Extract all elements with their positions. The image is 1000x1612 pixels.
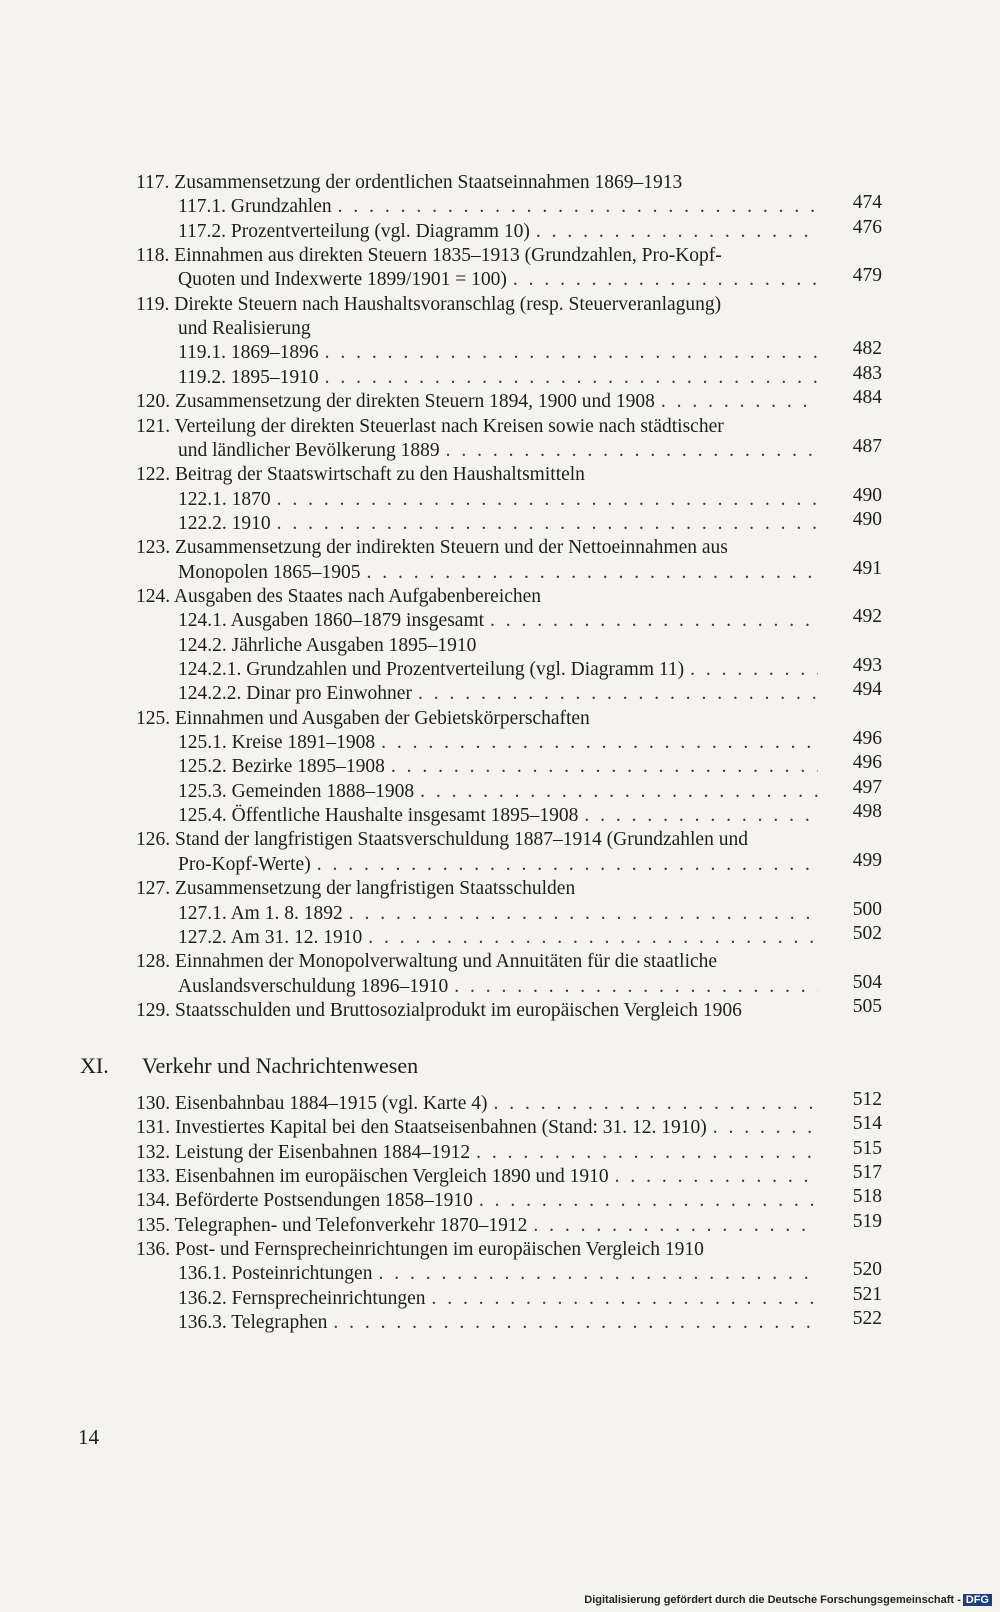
toc-line <box>136 535 828 560</box>
leader-dots <box>368 925 818 950</box>
toc-number: 123. <box>136 537 171 559</box>
toc-title: Am 1. 8. 1892 <box>230 902 343 924</box>
toc-entry[interactable] <box>136 1091 828 1115</box>
toc-entry[interactable] <box>178 779 828 803</box>
toc-title: und ländlicher Bevölkerung 1889 <box>178 439 440 461</box>
leader-dots <box>513 267 818 292</box>
toc-title: Jährliche Ausgaben 1895–1910 <box>231 634 477 656</box>
toc-line <box>136 706 828 731</box>
toc-title: Verteilung der direkten Steuerlast nach Kreisen sowie nach städtischer <box>174 415 724 437</box>
toc-title: Monopolen 1865–1905 <box>178 561 361 583</box>
toc-page-number: 491 <box>852 557 882 579</box>
toc-number: 117.1. <box>178 196 227 218</box>
toc-entry[interactable] <box>136 170 828 194</box>
toc-page-number: 483 <box>852 362 882 384</box>
toc-page-number: 520 <box>852 1259 882 1281</box>
toc-entry[interactable] <box>136 292 828 341</box>
toc-number: 125.3. <box>178 780 227 802</box>
toc-entry[interactable] <box>178 1286 828 1310</box>
toc-number: 122.1. <box>178 488 227 510</box>
toc-number: 135. <box>136 1214 171 1236</box>
toc-entry[interactable] <box>178 901 828 925</box>
toc-line <box>178 608 828 633</box>
toc-page-number: 517 <box>852 1162 882 1184</box>
toc-entry[interactable] <box>136 706 828 730</box>
toc-number: 124.2.1. <box>178 659 242 680</box>
leader-dots <box>454 974 818 999</box>
toc-page-number: 482 <box>852 338 882 360</box>
toc-title: Einnahmen der Monopolverwaltung und Annuitäten für die staatliche <box>175 951 718 973</box>
toc-title: Leistung der Eisenbahnen 1884–1912 <box>175 1141 471 1163</box>
toc-entry[interactable] <box>136 462 828 486</box>
toc-page-number: 487 <box>852 435 882 457</box>
toc-number: 117.2. <box>178 220 227 242</box>
toc-entry[interactable] <box>178 681 828 705</box>
toc-line <box>136 243 828 268</box>
toc-line <box>136 1188 828 1213</box>
toc-line <box>178 487 828 512</box>
toc-entry[interactable] <box>136 1140 828 1164</box>
toc-title: Öffentliche Haushalte insgesamt 1895–1908 <box>231 805 579 827</box>
toc-line <box>178 438 828 463</box>
toc-title: Grundzahlen und Prozentverteilung (vgl. Diagramm 11) <box>246 659 685 680</box>
toc-line <box>136 1140 828 1165</box>
leader-dots <box>325 340 818 365</box>
toc-line <box>136 462 828 487</box>
toc-title: Post- und Fernsprecheinrichtungen im europäischen Vergleich 1910 <box>175 1239 704 1261</box>
toc-entry[interactable] <box>136 827 828 876</box>
toc-number: 125.4. <box>178 805 227 827</box>
leader-dots <box>615 1164 818 1189</box>
toc-number: 124. <box>136 585 171 607</box>
toc-page-number: 484 <box>852 387 882 409</box>
toc-title: 1870 <box>231 488 271 510</box>
toc-entry[interactable] <box>178 194 828 218</box>
toc-line <box>178 779 828 804</box>
toc-entry[interactable] <box>136 876 828 900</box>
toc-number: 121. <box>136 415 171 437</box>
toc-line <box>178 365 828 390</box>
toc-title: Eisenbahnen im europäischen Vergleich 1890 und 1910 <box>175 1166 609 1188</box>
page-number: 14 <box>78 1425 99 1449</box>
leader-dots <box>367 560 818 585</box>
toc-entry[interactable] <box>136 389 828 413</box>
toc-page-number: 500 <box>852 898 882 920</box>
leader-dots <box>378 1261 818 1286</box>
toc-page-number: 490 <box>852 484 882 506</box>
toc-line <box>136 949 828 974</box>
toc-page-number: 474 <box>852 192 882 214</box>
toc-title: Auslandsverschuldung 1896–1910 <box>178 975 449 997</box>
toc-line <box>178 681 828 706</box>
toc-title: Zusammensetzung der indirekten Steuern und der Nettoeinnahmen aus <box>175 537 728 559</box>
toc-line <box>178 657 828 682</box>
toc-entry[interactable] <box>178 657 828 681</box>
toc-entry[interactable] <box>136 414 828 463</box>
toc-title: Zusammensetzung der langfristigen Staatsschulden <box>175 878 576 900</box>
leader-dots <box>277 487 818 512</box>
toc-number: 120. <box>136 391 171 413</box>
toc-line <box>178 1286 828 1311</box>
toc-number: 134. <box>136 1190 171 1212</box>
toc-title: Ausgaben des Staates nach Aufgabenbereichen <box>173 585 542 607</box>
toc-number: 133. <box>136 1166 171 1188</box>
toc-page-number: 504 <box>852 971 882 993</box>
toc-entry[interactable] <box>136 998 828 1022</box>
toc-number: 124.2. <box>178 634 227 656</box>
toc-page-number: 505 <box>852 995 882 1017</box>
toc-line <box>136 170 828 195</box>
toc-title: Eisenbahnbau 1884–1915 (vgl. Karte 4) <box>175 1093 488 1114</box>
toc-entry[interactable] <box>178 730 828 754</box>
toc-line <box>178 730 828 755</box>
toc-page-number: 519 <box>852 1210 882 1232</box>
leader-dots <box>431 1286 818 1311</box>
leader-dots <box>446 438 818 463</box>
toc-line <box>178 974 828 999</box>
toc-line <box>136 414 828 439</box>
toc-entry[interactable] <box>178 511 828 535</box>
toc-page-number: 518 <box>852 1186 882 1208</box>
toc-entry[interactable] <box>136 584 828 608</box>
toc-entry[interactable] <box>136 1237 828 1261</box>
toc-line <box>136 827 828 852</box>
toc-number: 118. <box>136 245 170 267</box>
toc-number: 136.3. <box>178 1312 227 1334</box>
toc-line <box>136 1091 828 1116</box>
toc-number: 132. <box>136 1141 171 1163</box>
toc-page-number: 514 <box>852 1113 882 1135</box>
toc-title: Prozentverteilung (vgl. Diagramm 10) <box>230 220 530 242</box>
leader-dots <box>391 754 818 779</box>
toc-line <box>136 1237 828 1262</box>
toc-title: Ausgaben 1860–1879 insgesamt <box>230 610 485 632</box>
leader-dots <box>277 511 818 536</box>
toc-entry[interactable] <box>178 1261 828 1285</box>
toc-entry[interactable] <box>178 803 828 827</box>
toc-line <box>136 1115 828 1140</box>
toc-page-number: 498 <box>852 801 882 823</box>
toc-number: 122.2. <box>178 512 227 534</box>
toc-entry[interactable] <box>136 535 828 584</box>
toc-page-number: 492 <box>852 606 882 628</box>
toc-entry[interactable] <box>136 949 828 998</box>
leader-dots <box>317 852 818 877</box>
toc-number: 119.1. <box>178 342 227 364</box>
toc-entry[interactable] <box>178 608 828 632</box>
section-number: XI. <box>80 1053 109 1078</box>
toc-number: 124.1. <box>178 610 227 632</box>
toc-line <box>136 292 828 317</box>
leader-dots <box>490 608 818 633</box>
toc-line <box>178 901 828 926</box>
toc-title: 1869–1896 <box>230 342 319 364</box>
toc-title: 1910 <box>231 512 271 534</box>
toc-title: Telegraphen- und Telefonverkehr 1870–1912 <box>174 1214 528 1236</box>
leader-dots <box>476 1140 818 1165</box>
credit-text: Digitalisierung gefördert durch die Deutsche Forschungsgemeinschaft - <box>584 1594 961 1606</box>
toc-title: Bezirke 1895–1908 <box>231 756 385 778</box>
leader-dots <box>333 1310 818 1335</box>
toc-number: 130. <box>136 1093 171 1114</box>
toc-line <box>178 219 828 244</box>
toc-number: 127.2. <box>178 926 227 948</box>
toc-page-number: 512 <box>852 1089 882 1110</box>
toc-page-number: 496 <box>852 728 882 750</box>
toc-entry[interactable] <box>136 243 828 292</box>
toc-line <box>178 316 828 341</box>
toc-line <box>178 1310 828 1335</box>
toc-number: 124.2.2. <box>178 683 242 705</box>
toc-title: Telegraphen <box>231 1312 328 1334</box>
toc-entry[interactable] <box>178 633 828 657</box>
toc-page-number: 494 <box>852 679 882 701</box>
toc-line <box>136 876 828 901</box>
toc-title: Zusammensetzung der direkten Steuern 1894, 1900 und 1908 <box>175 391 655 413</box>
toc-title: Investiertes Kapital bei den Staatseisenbahnen (Stand: 31. 12. 1910) <box>175 1117 707 1139</box>
toc-number: 127.1. <box>178 902 227 924</box>
toc-entry[interactable] <box>178 487 828 511</box>
toc-line <box>178 925 828 950</box>
leader-dots <box>536 219 818 244</box>
toc-line <box>136 584 828 609</box>
toc-title: Posteinrichtungen <box>231 1263 373 1285</box>
toc-title: Stand der langfristigen Staatsverschuldung 1887–1914 (Grundzahlen und <box>175 829 748 851</box>
toc-entry[interactable] <box>136 1115 828 1139</box>
toc-line <box>136 1164 828 1189</box>
toc-page-number: 499 <box>852 849 882 871</box>
toc-page-number: 490 <box>852 508 882 530</box>
toc-title: Gemeinden 1888–1908 <box>231 780 415 802</box>
leader-dots <box>661 389 818 414</box>
toc-page-number: 521 <box>852 1283 882 1305</box>
leader-dots <box>349 901 818 926</box>
toc-number: 126. <box>136 829 171 851</box>
toc-line <box>178 511 828 536</box>
toc-entry[interactable] <box>178 754 828 778</box>
toc-title: und Realisierung <box>178 318 311 340</box>
toc-line <box>178 560 828 585</box>
toc-number: 117. <box>136 172 170 193</box>
toc-number: 128. <box>136 951 171 973</box>
toc-number: 125. <box>136 707 171 729</box>
toc-entry[interactable] <box>136 1213 828 1237</box>
toc-title: Einnahmen aus direkten Steuern 1835–1913 (Grundzahlen, Pro-Kopf- <box>174 245 722 267</box>
toc-title: Kreise 1891–1908 <box>231 732 376 754</box>
toc-page-number: 476 <box>852 216 882 238</box>
toc-title: Quoten und Indexwerte 1899/1901 = 100) <box>178 269 507 291</box>
toc-line <box>136 389 828 414</box>
toc-number: 119. <box>136 293 170 315</box>
toc-entry[interactable] <box>136 1188 828 1212</box>
toc-number: 136.2. <box>178 1287 227 1309</box>
toc-page-number: 502 <box>852 922 882 944</box>
toc-number: 129. <box>136 999 171 1021</box>
leader-dots <box>479 1188 818 1213</box>
toc-page-number: 522 <box>852 1308 882 1330</box>
toc-entry[interactable] <box>178 219 828 243</box>
toc-number: 127. <box>136 878 171 900</box>
toc-number: 125.2. <box>178 756 227 778</box>
leader-dots <box>325 365 818 390</box>
toc-title: Am 31. 12. 1910 <box>230 926 363 948</box>
toc-entry[interactable] <box>136 1164 828 1188</box>
toc-page-number: 479 <box>852 265 882 287</box>
toc-line <box>178 267 828 292</box>
toc-entry[interactable] <box>178 925 828 949</box>
leader-dots <box>420 779 818 804</box>
toc-number: 119.2. <box>178 366 227 388</box>
toc-line <box>178 852 828 877</box>
toc-line <box>178 803 828 828</box>
toc-number: 131. <box>136 1117 171 1139</box>
toc-title: Direkte Steuern nach Haushaltsvoranschlag (resp. Steuerveranlagung) <box>174 293 722 315</box>
toc-line <box>178 754 828 779</box>
toc-title: Beitrag der Staatswirtschaft zu den Haushaltsmitteln <box>175 464 585 486</box>
toc-entry[interactable] <box>178 340 828 364</box>
leader-dots <box>533 1213 818 1238</box>
toc-line <box>178 1261 828 1286</box>
toc-title: Grundzahlen <box>230 196 332 218</box>
toc-number: 136. <box>136 1239 171 1261</box>
toc-title: Einnahmen und Ausgaben der Gebietskörperschaften <box>175 707 590 729</box>
digitization-credit <box>584 1594 992 1606</box>
toc-title: Fernsprecheinrichtungen <box>231 1287 426 1309</box>
toc-page-number: 515 <box>852 1137 882 1159</box>
leader-dots <box>584 803 818 828</box>
leader-dots <box>381 730 818 755</box>
toc-line <box>178 633 828 658</box>
leader-dots <box>493 1091 818 1116</box>
toc-line <box>136 998 828 1023</box>
leader-dots <box>338 194 818 219</box>
toc-number: 125.1. <box>178 732 227 754</box>
toc-page-number: 493 <box>852 655 882 676</box>
toc-line <box>178 340 828 365</box>
toc-title: Zusammensetzung der ordentlichen Staatseinnahmen 1869–1913 <box>174 172 683 193</box>
toc-title: Beförderte Postsendungen 1858–1910 <box>175 1190 473 1212</box>
leader-dots <box>690 657 818 682</box>
section-title: Verkehr und Nachrichtenwesen <box>142 1053 419 1078</box>
toc-title: Pro-Kopf-Werte) <box>178 853 311 875</box>
toc-title: 1895–1910 <box>230 366 319 388</box>
toc-number: 122. <box>136 464 171 486</box>
dfg-logo: DFG <box>963 1594 992 1606</box>
toc-page-number: 497 <box>852 776 882 798</box>
leader-dots <box>713 1115 818 1140</box>
toc-page-number: 496 <box>852 752 882 774</box>
toc-title: Dinar pro Einwohner <box>246 683 412 705</box>
toc-line <box>178 194 828 219</box>
toc-line <box>136 1213 828 1238</box>
leader-dots <box>418 681 818 706</box>
toc-number: 136.1. <box>178 1263 227 1285</box>
toc-title: Staatsschulden und Bruttosozialprodukt im europäischen Vergleich 1906 <box>175 999 742 1021</box>
toc-entry[interactable] <box>178 365 828 389</box>
toc-entry[interactable] <box>178 1310 828 1334</box>
